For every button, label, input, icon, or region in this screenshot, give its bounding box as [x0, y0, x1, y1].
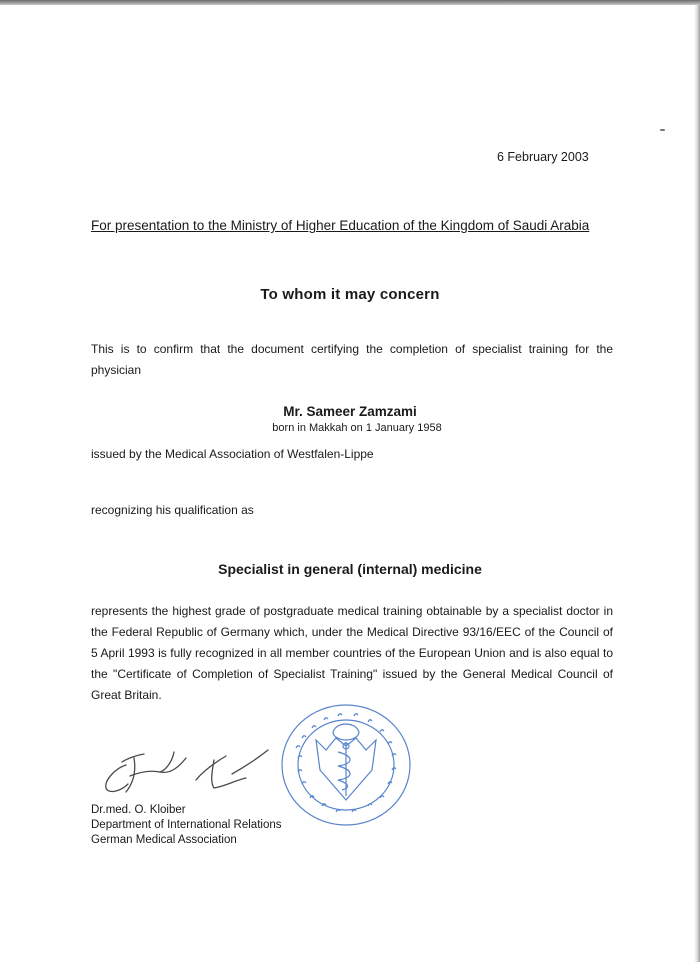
scan-top-edge: [0, 0, 700, 5]
body-paragraph: represents the highest grade of postgraduate medical training obtainable by a specialist doctor in the Federal Republic of Germany which, under the Medical Directive 93/16/EEC of the Council of 5 April 1993 is fully recognized in all member countries of the European Union and is also equal to the "Certificate of Completion of Specialist Training" issued by the General Medical Council of Great Britain.: [91, 604, 613, 702]
recognizing-line: recognizing his qualification as: [91, 503, 254, 517]
issued-by-line: issued by the Medical Association of Westfalen-Lippe: [91, 447, 374, 461]
handwritten-signature: [96, 740, 276, 800]
scan-speck: [660, 129, 665, 131]
association-seal-stamp: [276, 700, 416, 830]
letter-date: 6 February 2003: [497, 150, 589, 164]
qualification-title: Specialist in general (internal) medicine: [218, 561, 482, 577]
signer-name: Dr.med. O. Kloiber: [91, 804, 186, 816]
letter-heading: To whom it may concern: [260, 286, 440, 303]
signer-department: Department of International Relations: [91, 819, 282, 831]
scan-right-edge: [694, 5, 700, 962]
signer-block: [91, 803, 282, 848]
intro-paragraph: This is to confirm that the document certifying the completion of specialist training for the physician: [91, 342, 613, 377]
physician-name: Mr. Sameer Zamzami: [283, 404, 417, 419]
signer-organization: German Medical Association: [91, 834, 237, 846]
birth-info: born in Makkah on 1 January 1958: [272, 422, 442, 434]
presentation-line: For presentation to the Ministry of Higher Education of the Kingdom of Saudi Arabia: [91, 218, 590, 233]
